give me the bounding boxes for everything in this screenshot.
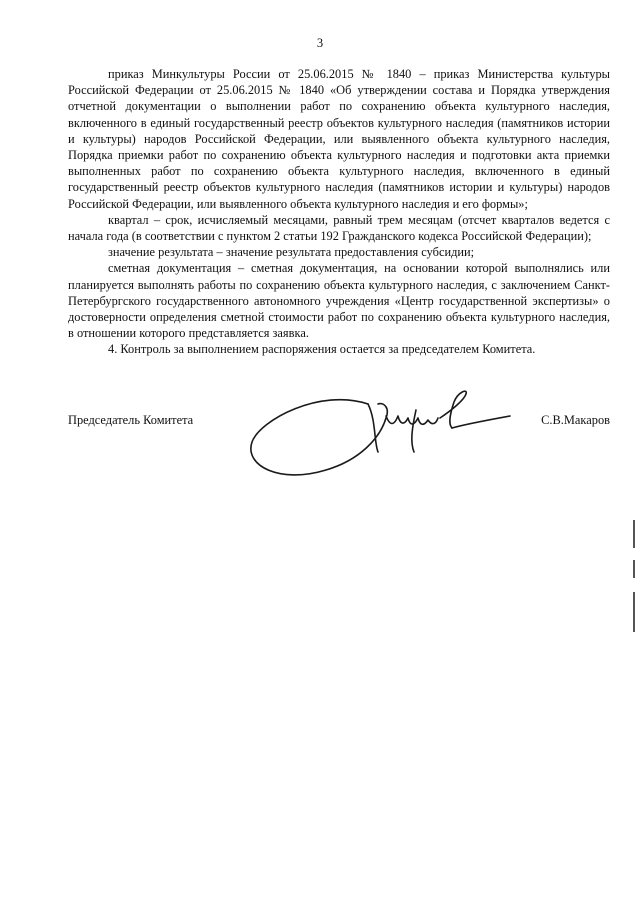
scan-edge-mark (633, 592, 635, 632)
page-number: 3 (316, 36, 324, 50)
definition-paragraph-estimate-docs: сметная документация – сметная документация, на основании которой выполнялись или планируется выполнять работы по сохранению объекта культурного наследия, с заключением Санкт-Петербургского государственного автономного учреждения «Центр государственной экспертизы» о достоверности определения сметной стоимости работ по сохранению объекта культурного наследия, в отношении которого представляется заявка. (68, 261, 610, 341)
scan-edge-mark (633, 560, 635, 578)
scan-edge-mark (633, 520, 635, 548)
handwritten-signature-icon (240, 380, 520, 490)
definition-paragraph-result-value: значение результата – значение результата предоставления субсидии; (108, 245, 475, 260)
signer-name: С.В.Макаров (541, 413, 610, 427)
document-body (68, 66, 610, 358)
definition-paragraph-quarter: квартал – срок, исчисляемый месяцами, равный трем месяцам (отсчет кварталов ведется с начала года (в соответствии с пунктом 2 статьи 192 Гражданского кодекса Российской Федерации); (68, 212, 610, 244)
definition-paragraph-order: приказ Минкультуры России от 25.06.2015 № 1840 – приказ Министерства культуры Российской Федерации от 25.06.2015 № 1840 «Об утверждении состава и Порядка утверждения отчетной документации о выполнении работ по сохранению объекта культурного наследия, включенного в единый государственный реестр объектов культурного наследия (памятников истории и культуры) народов Российской Федерации, или выявленного объекта культурного наследия, Порядка приемки работ по сохранению объекта культурного наследия и подготовки акта приемки выполненных работ по сохранению объекта культурного наследия, включенного в единый государственный реестр объектов культурного наследия (памятников истории и культуры) народов Российской Федерации, или выявленного объекта культурного наследия и его формы»; (68, 67, 610, 211)
clause-4-control: 4. Контроль за выполнением распоряжения остается за председателем Комитета. (108, 342, 536, 357)
signer-position: Председатель Комитета (68, 413, 194, 427)
